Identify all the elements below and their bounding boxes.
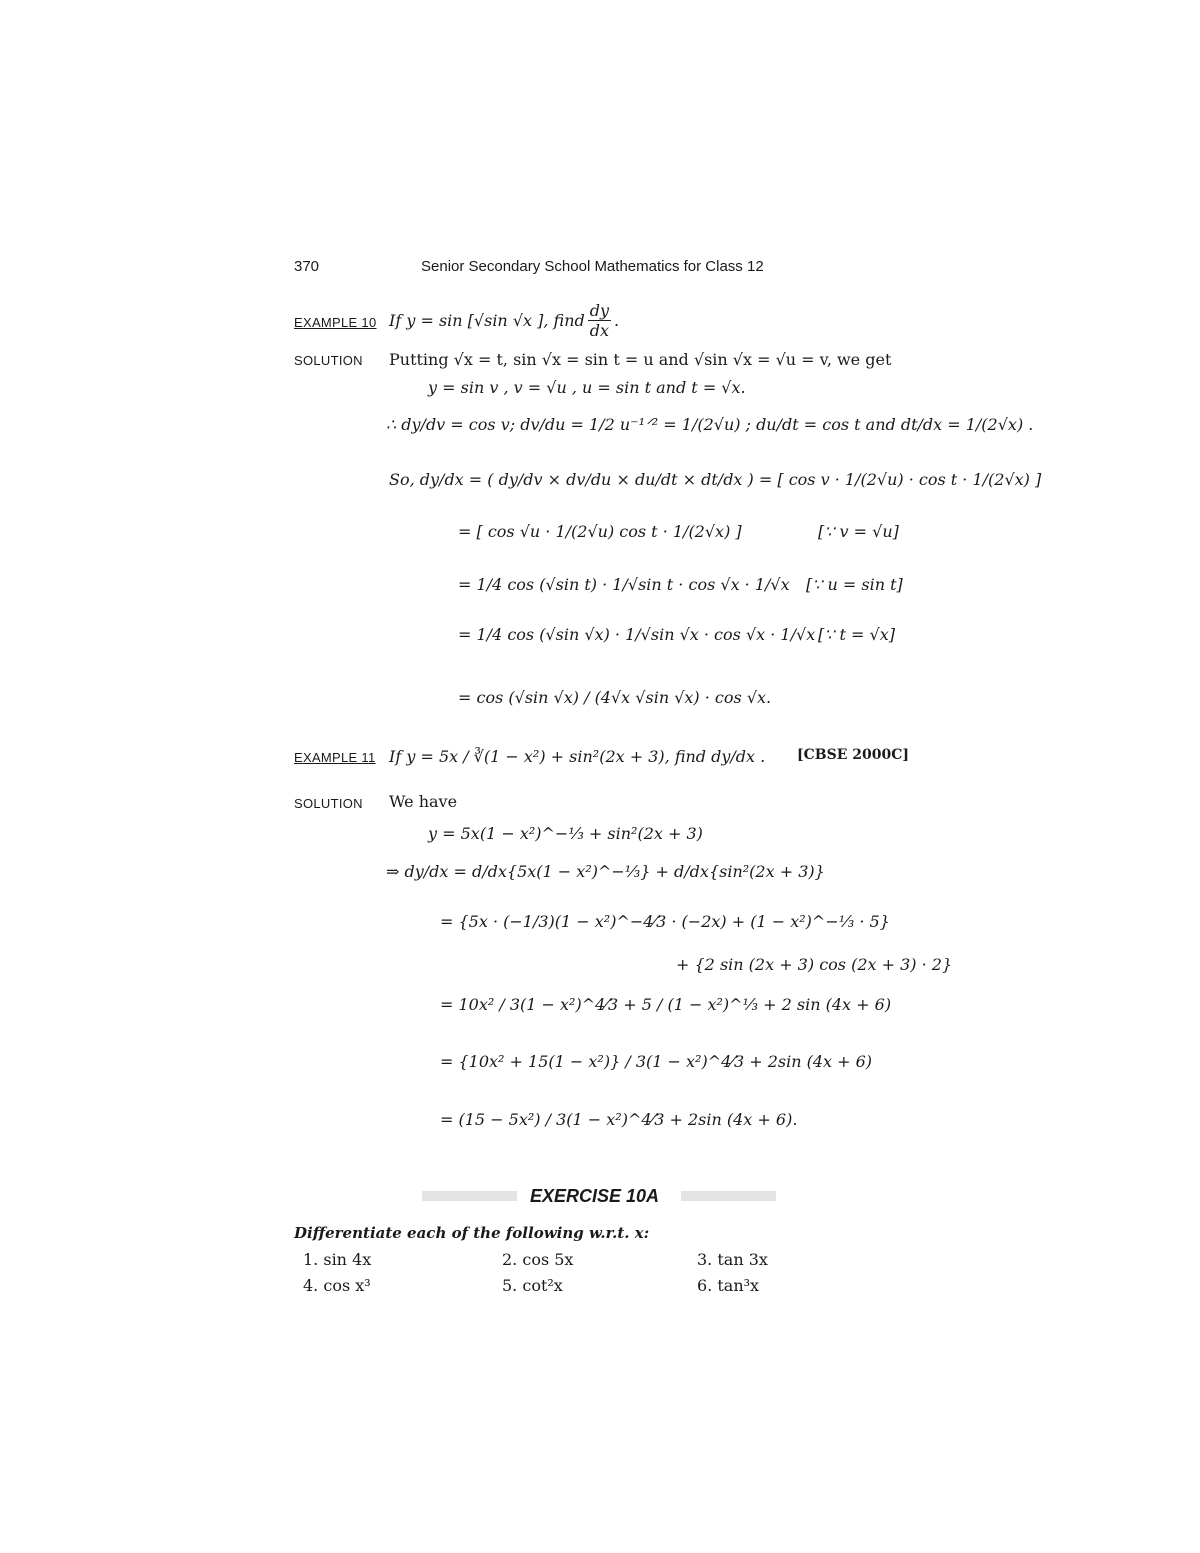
solution-2-line-5: = 10x² / 3(1 − x²)^4⁄3 + 5 / (1 − x²)^⅓ + 2 sin (4x + 6) <box>440 995 892 1014</box>
solution-1-line-2: y = sin v , v = √u , u = sin t and t = √x. <box>428 378 746 397</box>
exercise-bar-right <box>681 1191 776 1201</box>
solution-2-line-3: = {5x · (−1/3)(1 − x²)^−4⁄3 · (−2x) + (1 − x²)^−⅓ · 5} <box>440 912 890 931</box>
exercise-item-4: 4. cos x³ <box>303 1276 371 1295</box>
solution-2-line-6: = {10x² + 15(1 − x²)} / 3(1 − x²)^4⁄3 + 2sin (4x + 6) <box>440 1052 873 1071</box>
solution-1-line-7: = 1/4 cos (√sin √x) · 1/√sin √x · cos √x · 1/√x <box>458 625 816 644</box>
solution-1-line-3: ∴ dy/dv = cos v; dv/du = 1/2 u⁻¹ᐟ² = 1/(2√u) ; du/dt = cos t and dt/dx = 1/(2√x) . <box>386 415 1034 434</box>
solution-1-line-5: = [ cos √u · 1/(2√u) cos t · 1/(2√x) ] <box>458 522 742 541</box>
solution-2-line-2: ⇒ dy/dx = d/dx{5x(1 − x²)^−⅓} + d/dx{sin²(2x + 3)} <box>386 862 825 881</box>
example-11-label: EXAMPLE 11 <box>294 750 376 765</box>
solution-1-line-1: Putting √x = t, sin √x = sin t = u and √sin √x = √u = v, we get <box>389 350 892 369</box>
solution-1-label: SOLUTION <box>294 353 363 368</box>
solution-1-line-6: = 1/4 cos (√sin t) · 1/√sin t · cos √x · 1/√x <box>458 575 790 594</box>
solution-2-intro: We have <box>389 792 458 811</box>
example-10-label: EXAMPLE 10 <box>294 315 377 330</box>
solution-2-line-7: = (15 − 5x²) / 3(1 − x²)^4⁄3 + 2sin (4x + 6). <box>440 1110 798 1129</box>
example-11-source: [CBSE 2000C] <box>797 747 909 763</box>
example-10-statement: If y = sin [√sin √x ], find $\frac{dy}{dx}$ . <box>389 301 620 340</box>
exercise-item-5: 5. cot²x <box>502 1276 563 1295</box>
solution-1-line-4: So, dy/dx = ( dy/dv × dv/du × du/dt × dt/dx ) = [ cos v · 1/(2√u) · cos t · 1/(2√x) ] <box>389 470 1042 489</box>
page-number: 370 <box>294 258 320 275</box>
book-title: Senior Secondary School Mathematics for Class 12 <box>421 258 764 275</box>
dx-label: dx <box>589 321 610 340</box>
solution-1-line-7-note: [∵ t = √x] <box>818 625 895 644</box>
exercise-title: EXERCISE 10A <box>530 1186 660 1206</box>
exercise-item-6: 6. tan³x <box>697 1276 760 1295</box>
exercise-bar-left <box>422 1191 517 1201</box>
exercise-item-1: 1. sin 4x <box>303 1250 372 1269</box>
solution-1-line-5-note: [∵ v = √u] <box>818 522 899 541</box>
solution-1-line-8: = cos (√sin √x) / (4√x √sin √x) · cos √x. <box>458 688 772 707</box>
solution-2-line-1: y = 5x(1 − x²)^−⅓ + sin²(2x + 3) <box>428 824 703 843</box>
dy-label: dy <box>589 301 610 320</box>
example-10-text: If y = sin [√sin √x ], find <box>389 311 585 330</box>
exercise-instruction: Differentiate each of the following w.r.t. x: <box>294 1224 650 1242</box>
exercise-item-3: 3. tan 3x <box>697 1250 768 1269</box>
example-11-statement: If y = 5x / ∛(1 − x²) + sin²(2x + 3), find dy/dx . <box>389 747 766 766</box>
solution-2-line-4: + {2 sin (2x + 3) cos (2x + 3) · 2} <box>676 955 953 974</box>
solution-1-line-6-note: [∵ u = sin t] <box>806 575 903 594</box>
exercise-item-2: 2. cos 5x <box>502 1250 574 1269</box>
solution-2-label: SOLUTION <box>294 796 363 811</box>
